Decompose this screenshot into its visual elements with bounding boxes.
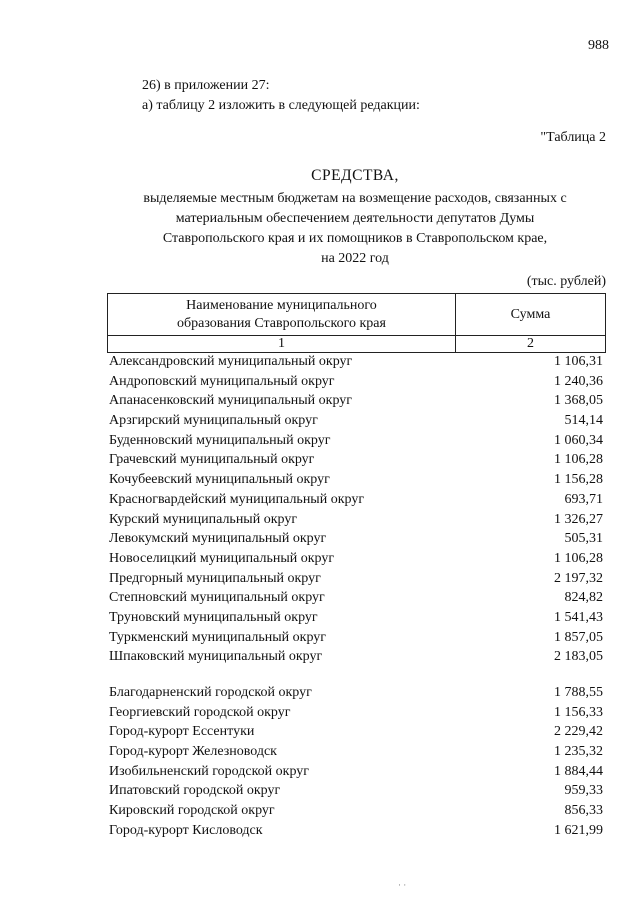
heading-line-1: выделяемые местным бюджетам на возмещение расходов, связанных с [143,191,567,206]
row-name: Изобильненский городской округ [109,763,310,779]
table-row [109,411,603,431]
row-name: Шпаковский муниципальный округ [109,649,323,665]
row-value: 1 621,99 [554,822,603,838]
row-name: Город-курорт Кисловодск [109,822,263,838]
table-row [109,490,603,510]
column-header-sum: Сумма [456,294,606,336]
row-value: 1 240,36 [554,373,603,389]
heading-line-3: Ставропольского края и их помощников в Ставропольском крае, [162,231,548,246]
document-heading [80,166,630,269]
table-label: "Таблица 2 [540,130,606,145]
intro-text [142,76,420,116]
row-value: 1 788,55 [554,685,603,700]
row-value: 2 183,05 [554,649,603,665]
row-name: Город-курорт Железноводск [109,744,277,760]
row-name: Георгиевский городской округ [109,704,291,720]
table-row [109,450,603,470]
row-name: Степновский муниципальный округ [109,590,325,606]
table-row [109,529,603,549]
group-spacer [109,667,603,683]
city-districts-group [109,683,603,841]
units-label: (тыс. рублей) [526,274,606,289]
row-value: 505,31 [564,531,603,547]
row-value: 1 106,31 [554,354,603,369]
table-row [109,703,603,723]
row-name: Город-курорт Ессентуки [109,724,255,740]
row-name: Левокумский муниципальный округ [109,531,327,547]
table-body [109,352,603,841]
table-row [109,549,603,569]
table-row [109,801,603,821]
column-number-1: 1 [108,336,456,353]
row-name: Андроповский муниципальный округ [109,373,335,389]
column-header-name-line-2: образования Ставропольского края [177,315,386,331]
row-name: Кировский городской округ [109,803,275,819]
table-row [109,352,603,372]
row-name: Предгорный муниципальный округ [109,570,321,586]
row-value: 1 368,05 [554,393,603,409]
row-value: 856,33 [564,803,603,819]
row-name: Труновский муниципальный округ [109,609,318,625]
intro-line-2: а) таблицу 2 изложить в следующей редакции: [142,98,420,113]
row-name: Буденновский муниципальный округ [109,432,331,448]
table-row [109,781,603,801]
column-header-name-line-1: Наименование муниципального [186,297,377,313]
table-header [107,293,606,353]
row-name: Туркменский муниципальный округ [109,629,326,645]
row-value: 1 106,28 [554,452,603,468]
table-row [109,683,603,703]
row-value: 1 156,28 [554,472,603,488]
row-name: Арзгирский муниципальный округ [109,413,318,429]
row-name: Новоселицкий муниципальный округ [109,550,335,566]
table-row [109,431,603,451]
table-row [109,569,603,589]
table-row [109,628,603,648]
row-value: 1 060,34 [554,432,603,448]
row-value: 1 884,44 [554,763,603,779]
table-row [109,742,603,762]
table-row [109,372,603,392]
row-name: Грачевский муниципальный округ [109,452,315,468]
row-value: 1 326,27 [554,511,603,527]
column-number-2: 2 [456,336,606,353]
table-row [109,588,603,608]
table-row [109,821,603,841]
row-name: Апанасенковский муниципальный округ [109,393,353,409]
row-value: 1 156,33 [554,704,603,720]
row-name: Красногвардейский муниципальный округ [109,491,365,507]
row-value: 693,71 [564,491,603,507]
table-row [109,510,603,530]
page-number: 988 [588,38,609,53]
table-row [109,722,603,742]
intro-line-1: 26) в приложении 27: [142,78,270,93]
table-row [109,762,603,782]
heading-line-4: на 2022 год [321,251,389,266]
row-value: 1 235,32 [554,744,603,760]
row-value: 1 857,05 [554,629,603,645]
scan-artifact: · · [398,880,407,890]
heading-line-2: материальным обеспечением деятельности депутатов Думы [175,211,535,226]
municipal-districts-group [109,352,603,667]
row-value: 2 197,32 [554,570,603,586]
row-value: 959,33 [564,783,603,799]
row-name: Ипатовский городской округ [109,783,281,799]
row-value: 824,82 [564,590,603,606]
table-row [109,470,603,490]
row-name: Кочубеевский муниципальный округ [109,472,330,488]
row-value: 1 106,28 [554,550,603,566]
heading-title: СРЕДСТВА, [311,167,399,184]
row-name: Курский муниципальный округ [109,511,298,527]
table-row [109,608,603,628]
table-row [109,391,603,411]
row-value: 2 229,42 [554,724,603,740]
row-value: 1 541,43 [554,609,603,625]
table-row [109,647,603,667]
row-name: Благодарненский городской округ [109,685,312,700]
row-name: Александровский муниципальный округ [109,354,353,369]
column-header-name [108,294,456,336]
row-value: 514,14 [564,413,603,429]
